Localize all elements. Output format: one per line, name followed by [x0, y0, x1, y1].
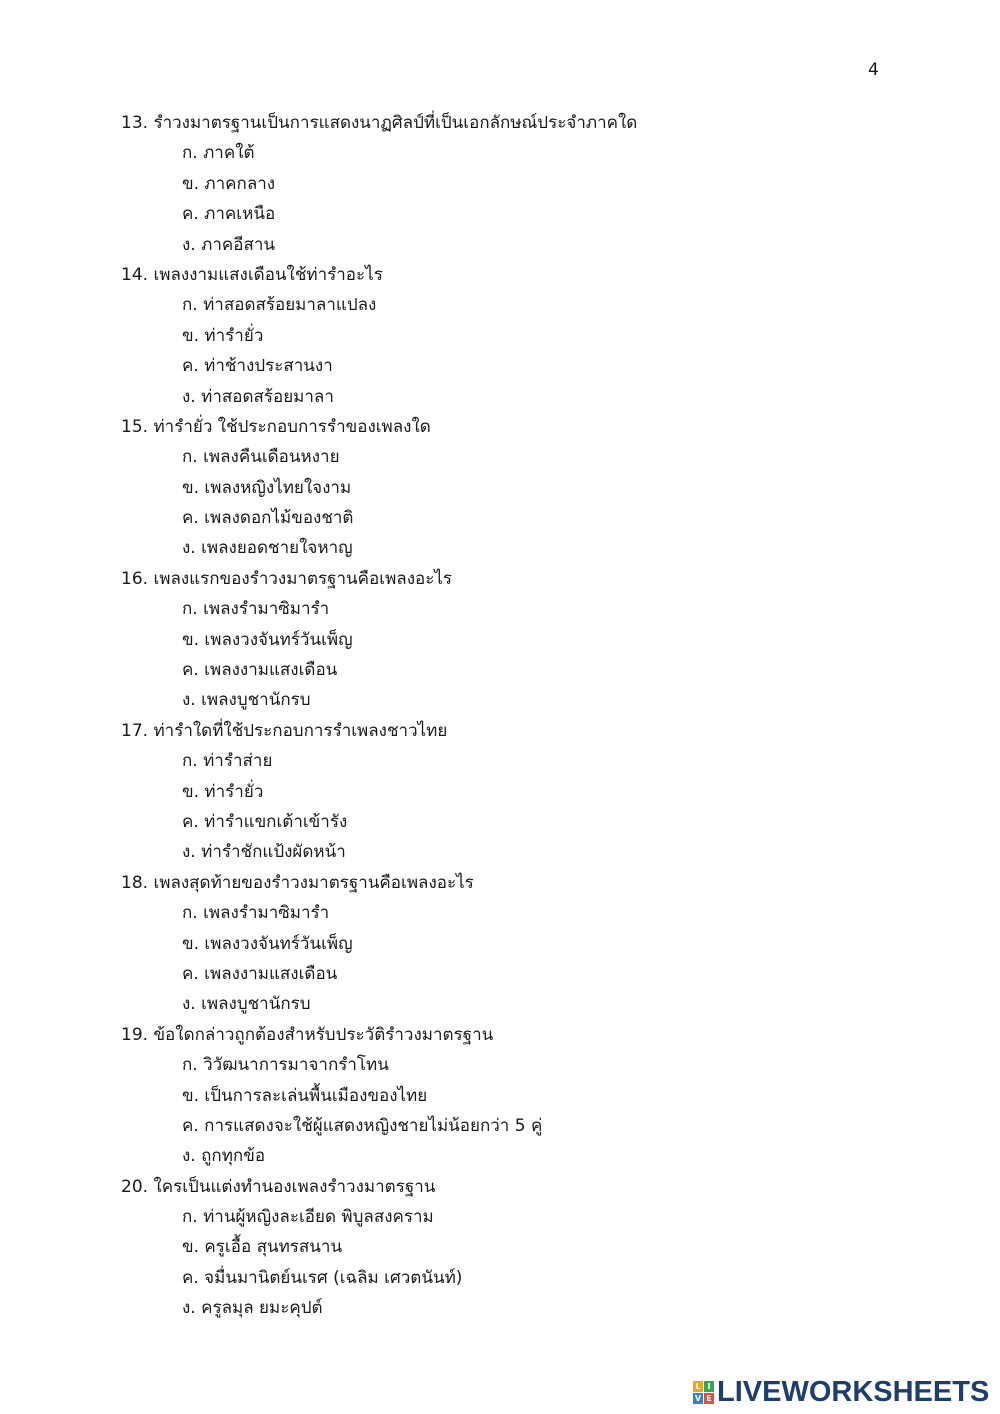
page-number: 4 [868, 60, 879, 80]
answer-option: ก. เพลงคืนเดือนหงาย [182, 447, 340, 468]
question-stem: 16. เพลงแรกของรำวงมาตรฐานคือเพลงอะไร [121, 568, 453, 589]
answer-option: ง. ครูลมุล ยมะคุปต์ [182, 1298, 323, 1319]
answer-option: ข. เพลงวงจันทร์วันเพ็ญ [182, 629, 353, 650]
answer-option: ค. เพลงงามแสงเดือน [182, 963, 338, 984]
answer-option: ก. เพลงรำมาซิมารำ [182, 599, 330, 620]
answer-option: ก. เพลงรำมาซิมารำ [182, 903, 330, 924]
answer-option: ข. เป็นการละเล่นพื้นเมืองของไทย [182, 1085, 428, 1106]
answer-option: ค. เพลงงามแสงเดือน [182, 660, 338, 681]
answer-option: ค. การแสดงจะใช้ผู้แสดงหญิงชายไม่น้อยกว่า 5 คู่ [182, 1115, 543, 1136]
answer-option: ก. วิวัฒนาการมาจากรำโทน [182, 1055, 389, 1076]
answer-option: ค. ท่ารำแขกเต้าเข้ารัง [182, 811, 348, 832]
answer-option: ค. ภาคเหนือ [182, 204, 276, 225]
answer-option: ข. ภาคกลาง [182, 173, 276, 194]
answer-option: ข. ครูเอื้อ สุนทรสนาน [182, 1237, 343, 1258]
answer-option: ก. ท่าสอดสร้อยมาลาแปลง [182, 295, 377, 316]
answer-option: ง. ถูกทุกข้อ [182, 1146, 266, 1167]
live-icon-letter: V [694, 1393, 702, 1403]
answer-option: ข. เพลงหญิงไทยใจงาม [182, 477, 352, 498]
question-stem: 17. ท่ารำใดที่ใช้ประกอบการรำเพลงชาวไทย [121, 720, 448, 741]
question-stem: 20. ใครเป็นแต่งทำนองเพลงรำวงมาตรฐาน [121, 1176, 436, 1197]
brand-text: LIVEWORKSHEETS [717, 1376, 990, 1408]
answer-option: ง. เพลงบูชานักรบ [182, 690, 311, 711]
answer-option: ง. เพลงยอดชายใจหาญ [182, 538, 353, 559]
answer-option: ข. เพลงวงจันทร์วันเพ็ญ [182, 933, 353, 954]
answer-option: ง. เพลงบูชานักรบ [182, 994, 311, 1015]
live-icon-letter: L [693, 1381, 703, 1392]
question-stem: 13. รำวงมาตรฐานเป็นการแสดงนาฏศิลป์ที่เป็นเอกลักษณ์ประจำภาคใด [121, 113, 638, 133]
answer-option: ง. ท่าสอดสร้อยมาลา [182, 386, 334, 407]
answer-option: ค. เพลงดอกไม้ของชาติ [182, 508, 354, 529]
answer-option: ค. จมื่นมานิตย์นเรศ (เฉลิม เศวตนันท์) [182, 1267, 463, 1288]
question-stem: 19. ข้อใดกล่าวถูกต้องสำหรับประวัติรำวงมาตรฐาน [121, 1024, 494, 1045]
answer-option: ก. ท่านผู้หญิงละเอียด พิบูลสงคราม [182, 1207, 434, 1228]
live-icon [693, 1381, 714, 1405]
question-stem: 15. ท่ารำยั่ว ใช้ประกอบการรำของเพลงใด [121, 416, 431, 437]
answer-option: ก. ท่ารำส่าย [182, 751, 273, 772]
question-list [121, 108, 941, 1324]
question-stem: 14. เพลงงามแสงเดือนใช้ท่ารำอะไร [121, 264, 383, 285]
answer-option: ง. ภาคอีสาน [182, 234, 275, 255]
live-icon-letter: I [704, 1381, 714, 1392]
answer-option: ก. ภาคใต้ [182, 143, 255, 164]
answer-option: ง. ท่ารำชักแป้งผัดหน้า [182, 842, 346, 863]
answer-option: ข. ท่ารำยั่ว [182, 781, 264, 802]
question-stem: 18. เพลงสุดท้ายของรำวงมาตรฐานคือเพลงอะไร [121, 872, 474, 893]
liveworksheets-logo [693, 1376, 989, 1409]
live-icon-letter: E [704, 1393, 714, 1404]
answer-option: ค. ท่าช้างประสานงา [182, 356, 333, 377]
answer-option: ข. ท่ารำยั่ว [182, 325, 264, 346]
